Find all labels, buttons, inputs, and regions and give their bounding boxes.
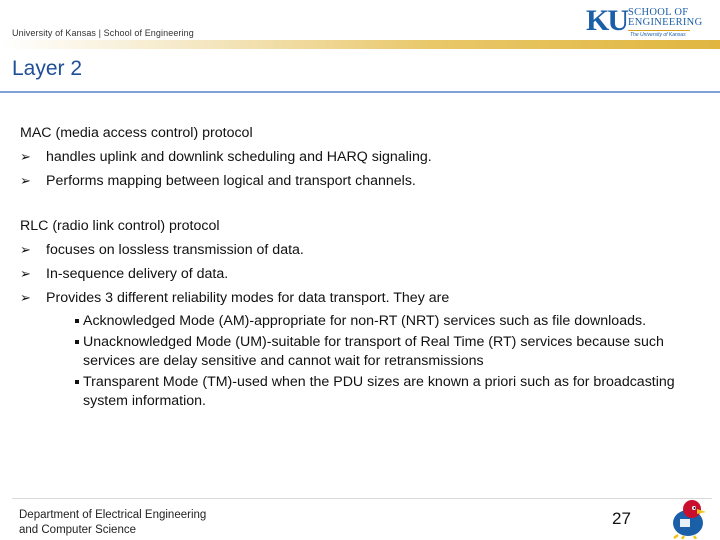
logo-ku-mark: KU bbox=[586, 4, 627, 37]
rlc-mode-text: Acknowledged Mode (AM)-appropriate for non-RT (NRT) services such as file downloads. bbox=[83, 313, 647, 329]
logo-rule bbox=[628, 30, 690, 31]
rlc-mode-item bbox=[20, 373, 710, 411]
title-area bbox=[0, 49, 720, 93]
footer-department bbox=[19, 508, 206, 538]
mac-bullet bbox=[20, 169, 710, 193]
rlc-mode-text: Transparent Mode (TM)-used when the PDU sizes are known a priori such as for broadcasting system information. bbox=[83, 374, 675, 409]
arrow-bullet-icon: ➢ bbox=[20, 242, 31, 257]
square-bullet-icon bbox=[75, 340, 79, 344]
mac-bullet-text: handles uplink and downlink scheduling and HARQ signaling. bbox=[46, 149, 432, 165]
arrow-bullet-icon: ➢ bbox=[20, 290, 31, 305]
rlc-bullet bbox=[20, 262, 710, 286]
section-gap bbox=[20, 193, 710, 215]
logo-line-engineering: ENGINEERING bbox=[628, 17, 703, 28]
logo-line-school: SCHOOL OF bbox=[628, 7, 689, 18]
page-number: 27 bbox=[612, 509, 631, 528]
jayhawk-mascot-icon bbox=[666, 497, 710, 539]
rlc-bullet-text: focuses on lossless transmission of data. bbox=[46, 242, 304, 258]
slide-title: Layer 2 bbox=[12, 57, 83, 80]
department-line-2: and Computer Science bbox=[19, 524, 136, 536]
footer-rule bbox=[12, 498, 712, 499]
rlc-mode-item bbox=[20, 312, 710, 331]
logo-subtitle: The University of Kansas bbox=[630, 32, 686, 38]
rlc-heading: RLC (radio link control) protocol bbox=[20, 218, 220, 234]
rlc-bullet-text: In-sequence delivery of data. bbox=[46, 266, 229, 282]
arrow-bullet-icon: ➢ bbox=[20, 266, 31, 281]
arrow-bullet-icon: ➢ bbox=[20, 173, 31, 188]
rlc-mode-item bbox=[20, 333, 710, 371]
square-bullet-icon bbox=[75, 319, 79, 323]
rlc-mode-text: Unacknowledged Mode (UM)-suitable for transport of Real Time (RT) services because such services are delay sensitive and cannot wait for retransmissions bbox=[83, 334, 664, 369]
rlc-bullet bbox=[20, 238, 710, 262]
mac-bullet bbox=[20, 145, 710, 169]
department-line-1: Department of Electrical Engineering bbox=[19, 509, 207, 521]
header-institution: University of Kansas | School of Engineering bbox=[12, 28, 194, 38]
slide-content bbox=[20, 122, 710, 411]
arrow-bullet-icon: ➢ bbox=[20, 149, 31, 164]
mac-heading: MAC (media access control) protocol bbox=[20, 125, 253, 141]
rlc-bullet bbox=[20, 286, 710, 310]
rlc-bullet-text: Provides 3 different reliability modes for data transport. They are bbox=[46, 290, 450, 306]
ku-logo bbox=[586, 6, 712, 40]
mac-bullet-text: Performs mapping between logical and transport channels. bbox=[46, 173, 416, 189]
header-gold-bar bbox=[0, 40, 720, 49]
square-bullet-icon bbox=[75, 380, 79, 384]
